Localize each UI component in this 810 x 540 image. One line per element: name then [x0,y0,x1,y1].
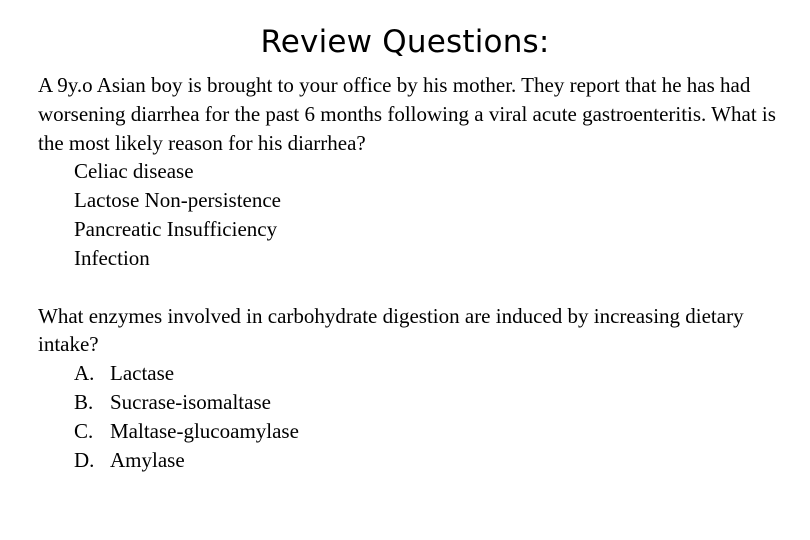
option-letter: A. [74,361,95,386]
question-1-option: Lactose Non-persistence [74,188,281,213]
question-2-option [74,388,803,417]
option-label: Maltase-glucoamylase [110,418,299,443]
question-1-option: Pancreatic Insufficiency [74,216,278,241]
option-label: Sucrase-isomaltase [110,389,271,414]
question-1-options [38,157,803,272]
question-2-text: What enzymes involved in carbohydrate digestion are induced by increasing dietary intake? [38,303,744,357]
question-2-option [74,359,803,388]
option-letter: D. [74,447,95,472]
option-letter: C. [74,418,94,443]
option-label: Amylase [110,447,185,472]
question-1-option: Celiac disease [74,159,194,184]
question-1-option: Infection [74,245,150,270]
question-2-option [74,446,803,475]
question-1-text: A 9y.o Asian boy is brought to your office by his mother. They report that he has had worsening diarrhea for the past 6 months following a viral acute gastroenteritis. What is the most likely reason for his diarrhea? [38,73,776,155]
question-2-option [74,417,803,446]
option-label: Lactase [110,361,175,386]
slide-body [38,71,803,474]
question-2-options [38,359,803,474]
question-2 [38,302,803,475]
question-1 [38,71,803,273]
option-letter: B. [74,389,94,414]
slide-title: Review Questions: [260,24,550,60]
